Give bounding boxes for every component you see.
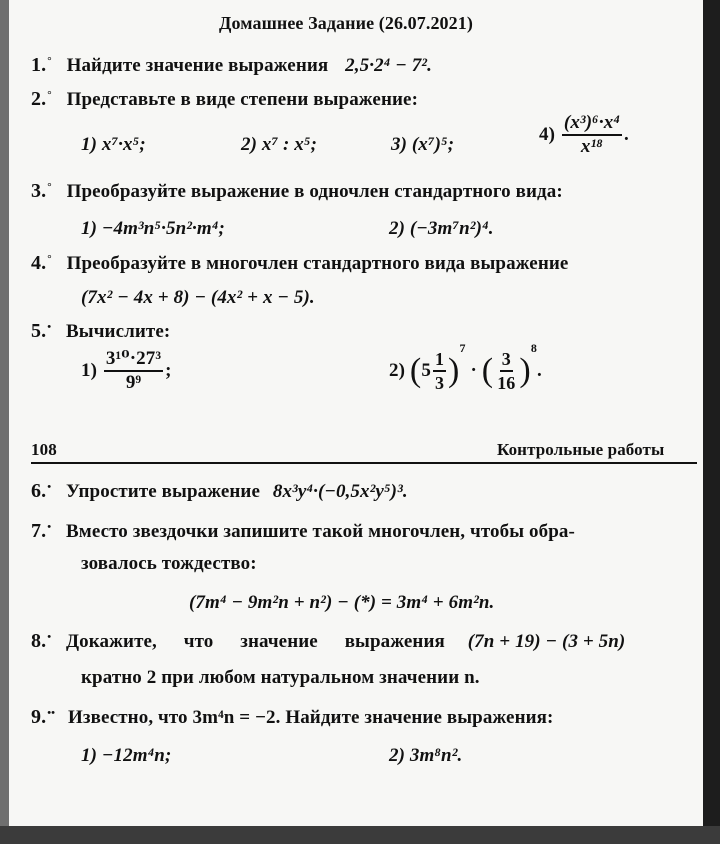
problem-number: 2. [31,88,47,110]
p2-item-2: 2) x⁷ : x⁵; [241,134,318,155]
problem-number: 8. [31,630,47,652]
problem-number: 5. [31,320,47,342]
problem-number: 9. [31,706,47,728]
problem-text: Вычислите: [66,321,171,342]
p4-expression: (7x² − 4x + 8) − (4x² + x − 5). [81,287,315,308]
screen-bottom-edge [0,826,720,844]
page-number: 108 [31,440,57,459]
p2-item-1: 1) x⁷·x⁵; [81,134,146,155]
problem-3: 3.° Преобразуйте выражение в одночлен стандартного вида: [31,180,563,202]
problem-1: 1.° Найдите значение выражения 2,5·2⁴ − 7². [31,54,432,76]
problem-number: 4. [31,252,47,274]
problem-text: Представьте в виде степени выражение: [66,89,419,110]
problem-number: 1. [31,54,47,76]
screen-edge [703,0,720,844]
problem-text: Преобразуйте выражение в одночлен стандартного вида: [66,181,563,202]
expression: 2,5·2⁴ − 7². [345,55,432,76]
problem-8: 8.• Докажите, что значение выражения (7n + 19) − (3 + 5n) [31,630,626,652]
problem-7: 7.• Вместо звездочки запишите такой многочлен, чтобы обра- [31,520,575,542]
problem-text: Вместо звездочки запишите такой многочлен, чтобы обра- [66,521,575,542]
expression: 8x³y⁴·(−0,5x²y⁵)³. [272,481,408,502]
document-page [9,0,703,826]
p5-item-2: 2) (5 $\frac{1}{3}$ )$^7$ · ( $\frac{3}{16}$ )$^8$. [389,341,542,393]
p2-item-3: 3) (x⁷)⁵; [391,134,455,155]
page-title: Домашнее Задание (26.07.2021) [219,13,473,33]
p7-line-2: зовалось тождество: [81,553,257,574]
problem-text: Упростите выражение [66,481,260,502]
p3-item-1: 1) −4m³n⁵·5n²·m⁴; [81,218,225,239]
problem-text: Найдите значение выражения [66,55,329,76]
expression: (7n + 19) − (3 + 5n) [467,631,626,652]
fraction: $\frac{\text{(x³)⁶·x⁴}}{\text{x¹⁸}}$ [563,112,621,157]
problem-4: 4.° Преобразуйте в многочлен стандартного вида выражение [31,252,569,274]
problem-number: 7. [31,520,47,542]
problem-text: Преобразуйте в многочлен стандартного вида выражение [66,253,569,274]
p5-item-1: 1) $\frac{\text{3¹⁰·27³}}{\text{9⁹}}$ ; [81,348,172,393]
problem-text: Известно, что 3m⁴n = −2. Найдите значение выражения: [67,707,554,728]
p3-item-2: 2) (−3m⁷n²)⁴. [389,218,494,239]
problem-number: 3. [31,180,47,202]
p8-line-2: кратно 2 при любом натуральном значении n. [81,667,480,688]
p7-expression: (7m⁴ − 9m²n + n²) − (*) = 3m⁴ + 6m²n. [189,592,495,613]
problem-number: 6. [31,480,47,502]
fraction: $\frac{\text{3¹⁰·27³}}{\text{9⁹}}$ [105,348,162,393]
problem-2: 2.° Представьте в виде степени выражение: [31,88,419,110]
problem-5: 5.• Вычислите: [31,320,171,342]
problem-6: 6.• Упростите выражение 8x³y⁴·(−0,5x²y⁵)³. [31,480,408,502]
p9-item-1: 1) −12m⁴n; [81,745,172,766]
divider [31,462,697,464]
p9-item-2: 2) 3m⁸n². [389,745,463,766]
section-title: Контрольные работы [497,440,665,459]
problem-9: 9.•• Известно, что 3m⁴n = −2. Найдите значение выражения: [31,706,554,728]
p2-item-4: 4) $\frac{\text{(x³)⁶·x⁴}}{\text{x¹⁸}}$ . [539,112,629,157]
